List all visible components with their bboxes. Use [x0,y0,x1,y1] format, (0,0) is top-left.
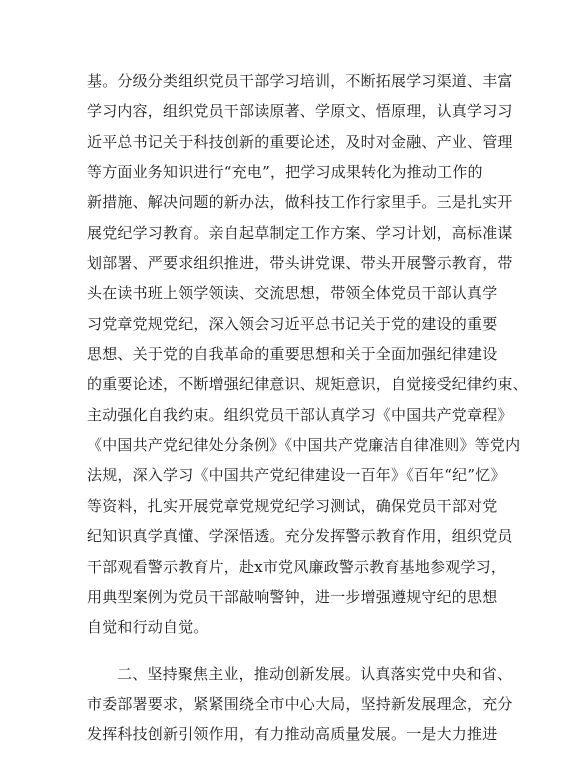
text-line: 等资料，扎实开展党章党规党纪学习测试，确保党员干部对党 [87,496,498,515]
text-line: 市委部署要求，紧紧围绕全市中心大局，坚持新发展理念，充分 [87,694,513,713]
text-line: 新措施、解决问题的新办法，做科技工作行家里手。三是扎实开 [87,193,513,212]
text-line: 基。分级分类组织党员干部学习培训，不断拓展学习渠道、丰富 [87,72,513,90]
text-line: 划部署、严要求组织推进，带头讲党课、带头开展警示教育，带 [87,254,513,273]
text-line: 干部观看警示教育片，赴x市党风廉政警示教育基地参观学习， [87,557,507,576]
text-line: 用典型案例为党员干部敲响警钟，进一步增强遵规守纪的思想 [87,587,498,606]
text-line: 习党章党规党纪，深入领会习近平总书记关于党的建设的重要 [87,314,498,333]
text-line: 主动强化自我约束。组织党员干部认真学习《中国共产党章程》 [87,405,513,424]
text-line: 的重要论述，不断增强纪律意识、规矩意识，自觉接受纪律约束、 [87,375,528,394]
text-line: 自觉和行动自觉。 [87,618,209,637]
section-heading-line: 二、坚持聚焦主业，推动创新发展。认真落实党中央和省、 [117,664,513,683]
text-line: 《中国共产党纪律处分条例》《中国共产党廉洁自律准则》等党内 [87,436,521,455]
text-line: 展党纪学习教育。亲自起草制定工作方案、学习计划，高标准谋 [87,223,513,242]
body-text [87,66,528,750]
text-line: 近平总书记关于科技创新的重要论述，及时对金融、产业、管理 [87,132,513,151]
text-line: 思想、关于党的自我革命的重要思想和关于全面加强纪律建设 [87,345,498,364]
text-line: 学习内容，组织党员干部读原著、学原文、悟原理，认真学习习 [87,102,513,121]
text-line: 发挥科技创新引领作用，有力推动高质量发展。一是大力推进 [87,725,498,744]
text-line: 纪知识真学真懂、学深悟透。充分发挥警示教育作用，组织党员 [87,527,513,546]
text-line: 等方面业务知识进行“充电”，把学习成果转化为推动工作的 [87,163,483,182]
text-line: 头在读书班上领学领读、交流思想，带领全体党员干部认真学 [87,284,498,303]
text-line: 法规，深入学习《中国共产党纪律建设一百年》《百年“纪”忆》 [87,466,506,485]
